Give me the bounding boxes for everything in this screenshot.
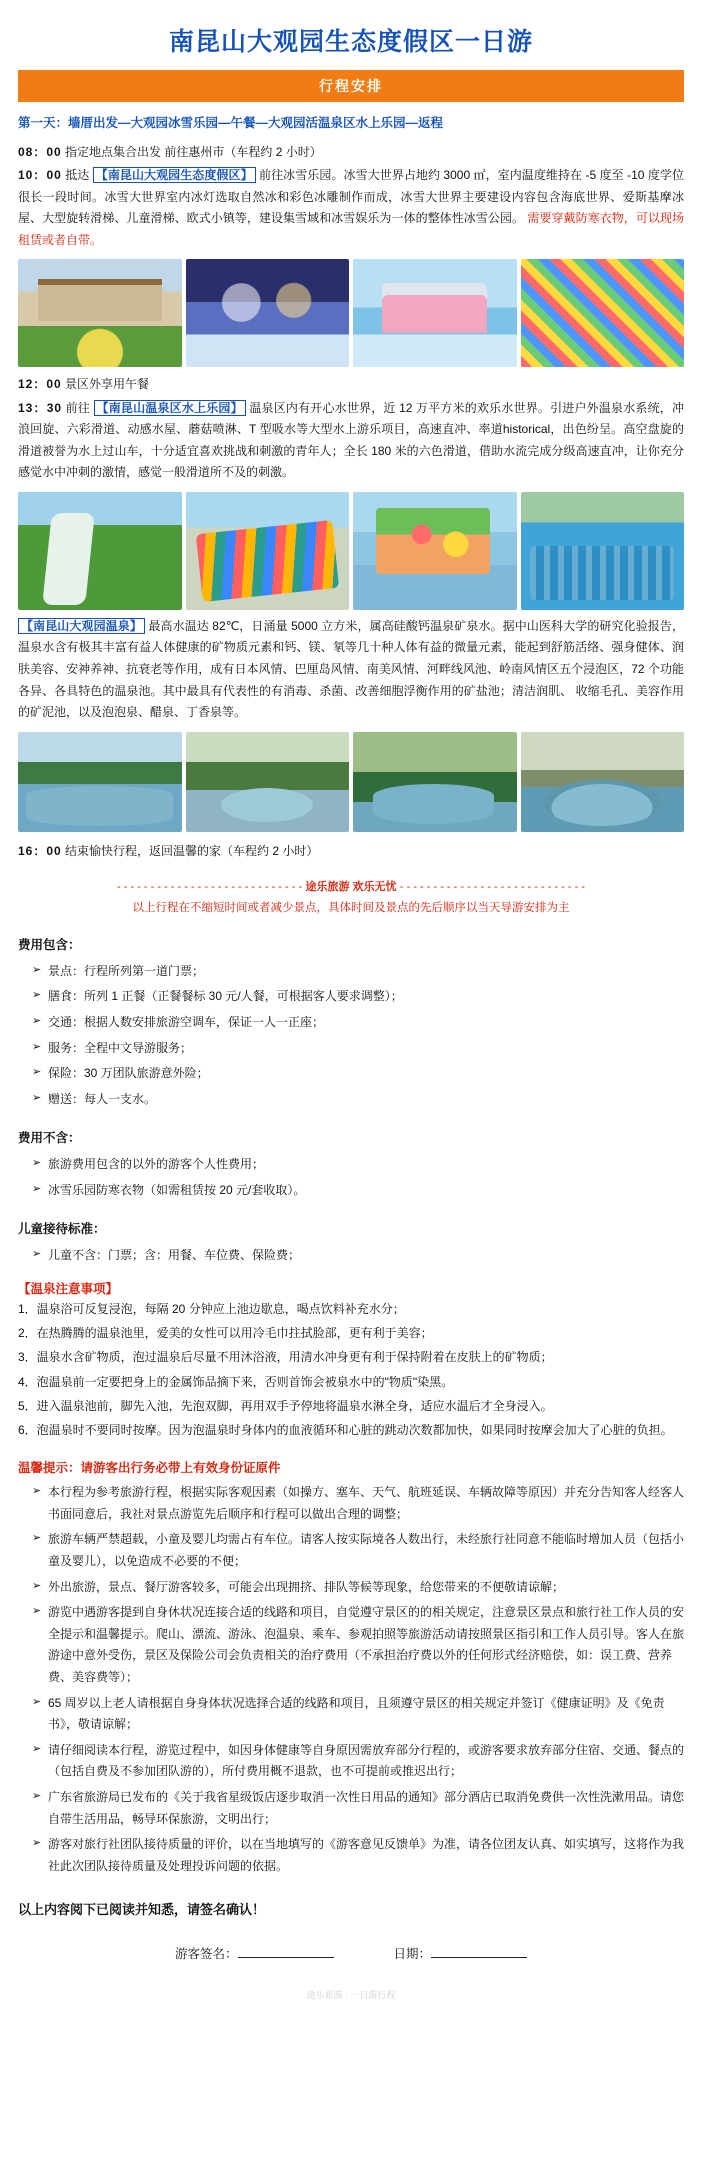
item-time: 13：30 [18, 400, 63, 415]
slogan-note: 以上行程在不缩短时间或者减少景点，具体时间及景点的先后顺序以当天导游安排为主 [132, 902, 570, 915]
photo-park-gate [18, 259, 182, 367]
list-item: ➢ 景点：行程所列第一道门票； [32, 959, 684, 985]
dash-left: - - - - - - - - - - - - - - - - - - - - - - - - - - - - [117, 881, 303, 894]
item-text: 前往冰雪乐园。冰雪大世界占地约 3000 ㎡，室内温度维持在 -5 度至 -10 度学位很长一段时间。冰雪大世界室内冰灯选取自然冰和彩色冰雕制作而成，冰雪大世界主要建设内容包含海底世界、爱斯基摩冰屋、大型旋转滑梯、儿童滑梯、欧式小镇等，建设集雪域和冰雪娱乐为一体的整体性冰雪公园。 [18, 167, 684, 226]
include-list [18, 959, 684, 1113]
item-red-note: 需要穿戴防寒衣物，可以现场租赁或者自带。 [18, 211, 684, 247]
children-title: 儿童接待标准： [18, 1222, 106, 1237]
list-item: ➢ 旅游费用包含的以外的游客个人性费用； [32, 1152, 684, 1178]
list-item: ➢ 冰雪乐园防寒衣物（如需租赁按 20 元/套收取）。 [32, 1178, 684, 1204]
date-label: 日期： [393, 1947, 432, 1962]
item-time: 10：00 [18, 167, 62, 182]
photo-aqua-playground [353, 492, 517, 610]
photo-ice-world [186, 259, 350, 367]
photo-strip-waterpark [18, 492, 684, 610]
itinerary-banner: 行程安排 [18, 70, 684, 102]
date-line[interactable] [431, 1957, 527, 1958]
spring-tips-title: 【温泉注意事项】 [18, 1282, 119, 1297]
itinerary-item-3 [18, 398, 684, 484]
item-text: 景区外享用午餐 [65, 377, 150, 392]
itinerary-item-0 [18, 141, 684, 163]
venue-highlight-snowpark: 【南昆山大观园生态度假区】 [93, 167, 256, 183]
list-item: ➢ 本行程为参考旅游行程，根据实际客观因素（如操方、塞车、天气、航班延误、车辆故障等原因）并充分告知客人经客人书面同意后，我社对景点游览先后顺序和行程可以做出合理的调整； [32, 1480, 684, 1527]
item-time: 12：00 [18, 377, 62, 392]
list-item: ➢ 膳食：所列 1 正餐（正餐餐标 30 元/人餐，可根据客人要求调整）； [32, 984, 684, 1010]
photo-green-slide [18, 492, 182, 610]
guest-signature-line[interactable] [238, 1957, 334, 1958]
exclude-title: 费用不含： [18, 1131, 81, 1146]
venue-highlight-hotspring: 【南昆山大观园温泉】 [18, 618, 145, 634]
exclude-list [18, 1152, 684, 1203]
dash-right: - - - - - - - - - - - - - - - - - - - - - - - - - - - - [399, 881, 585, 894]
list-item: ➢ 保险：30 万团队旅游意外险； [32, 1061, 684, 1087]
warning-list [18, 1480, 684, 1879]
day-heading: 第一天：墙厝出发—大观园冰雪乐园—午餐—大观园活温泉区水上乐园—返程 [18, 116, 444, 130]
list-item: ➢ 赠送：每人一支水。 [32, 1087, 684, 1113]
list-item: ➢ 旅游车辆严禁超载，小童及婴儿均需占有车位。请客人按实际境各人数出行，未经旅行社同意不能临时增加人员（包括小童及婴儿），以免造成不必要的不便； [32, 1527, 684, 1574]
hotspring-paragraph [18, 616, 684, 724]
list-item: ➢ 65 周岁以上老人请根据自身身体状况选择合适的线路和项目，且须遵守景区的相关规定并签订《健康证明》及《免责书》，敬请谅解； [32, 1691, 684, 1738]
photo-ball-pool [521, 259, 685, 367]
list-item: ➢ 交通：根据人数安排旅游空调车，保证一人一正座； [32, 1010, 684, 1036]
list-item: 2．在热腾腾的温泉池里，爱美的女性可以用冷毛巾拄拭脸部，更有利于美容； [18, 1326, 433, 1341]
item-prefix: 前往 [65, 400, 90, 415]
photo-spring-pool-1 [18, 732, 182, 832]
list-item: 5．进入温泉池前，脚先入池，先泡双脚，再用双手予停地将温泉水淋全身，适应水温后才全身浸入。 [18, 1398, 553, 1413]
photo-strip-snowpark [18, 259, 684, 367]
photo-spring-pool-4 [521, 732, 685, 832]
list-item: 3．温泉水含矿物质，泡过温泉后尽量不用沐浴液，用清水冲身更有利于保持附着在皮肤上的矿物质； [18, 1350, 553, 1365]
footer-watermark: 途乐旅游 · 一日游行程 [306, 1990, 396, 2001]
spring-tips-list [18, 1297, 684, 1442]
photo-spring-pool-2 [186, 732, 350, 832]
confirmation-note: 以上内容阅下已阅读并知悉，请签名确认！ [18, 1902, 266, 1918]
children-list [18, 1243, 684, 1269]
list-item: ➢ 服务：全程中文导游服务； [32, 1036, 684, 1062]
list-item: 6．泡温泉时不要同时按摩。因为泡温泉时身体内的血液循环和心脏的跳动次数都加快，如果同时按摩会加大了心脏的负担。 [18, 1423, 673, 1437]
photo-spring-pool-3 [353, 732, 517, 832]
photo-strip-hotspring [18, 732, 684, 832]
list-item: 1．温泉浴可反复浸泡，每隔 20 分钟应上池边歇息，喝点饮料补充水分； [18, 1302, 405, 1317]
page-title: 南昆山大观园生态度假区一日游 [168, 28, 533, 56]
signature-row [18, 1944, 684, 1962]
date-field[interactable] [394, 1944, 528, 1962]
warning-title: 温馨提示：请游客出行务必带上有效身份证原件 [18, 1461, 281, 1476]
guest-signature-field[interactable] [175, 1944, 334, 1962]
list-item: ➢ 请仔细阅读本行程，游览过程中，如因身体健康等自身原因需放弃部分行程的，或游客要求放弃部分住宿、交通、餐点的（包括自费及不参加团队游的），所付费用概不退款，也不可提前或推迟出行； [32, 1738, 684, 1785]
itinerary-item-1 [18, 165, 684, 251]
list-item: 4．泡温泉前一定要把身上的金属饰品摘下来，否则首饰会被泉水中的"物质"染黑。 [18, 1374, 454, 1389]
itinerary-item-2 [18, 373, 684, 395]
item-time: 16：00 [18, 843, 62, 858]
item-prefix: 抵达 [65, 167, 90, 182]
guest-signature-label: 游客签名： [174, 1947, 238, 1962]
list-item: ➢ 游览中遇游客提到自身休状况连接合适的线路和项目，自觉遵守景区的的相关规定，注意景区景点和旅行社工作人员的安全提示和温馨提示。爬山、漂流、游泳、泡温泉、乘车、参观拍照等旅游活动请按照景区指引和工作人员引导。客人在旅游途中意外受伤，景区及保险公司会负责相关的治疗费用（不承担治疗费以外的任何形式经济赔偿，如：误工费、营养费、美容费等）； [32, 1600, 684, 1690]
item-time: 08：00 [18, 144, 62, 159]
itinerary-item-return [18, 840, 684, 862]
item-text: 结束愉快行程，返回温馨的家（车程约 2 小时） [65, 843, 319, 858]
photo-wave-pool [521, 492, 685, 610]
list-item: ➢ 广东省旅游局已发布的《关于我省星级饭店逐步取消一次性日用品的通知》部分酒店已取消免费供一次性洗漱用品。请您自带生活用品，畅导环保旅游，文明出行； [32, 1785, 684, 1832]
hotspring-text: 最高水温达 82℃，日涌量 5000 立方米，属高硅酸钙温泉矿泉水。据中山医科大学的研究化验报告，温泉水含有极其丰富有益人体健康的矿物质元素和钙、镁、氡等几十种人体有益的微量元素，能起到舒筋活络、强身健体、润肤美容、安神养神、抗衰老等作用，成有日本风情、巴厘岛风情、南美风情、河畔线风池、岭南风情区五个浸泡区，72 个功能各异、各具特色的温泉池。其中最具有代表性的有消毒、杀菌、改善细胞浮衡作用的矿盐池；清洁润肌、 收缩毛孔、美容作用的矿泥池，以及泡泡泉、醋泉、丁香泉等。 [18, 618, 684, 720]
slogan-text: 途乐旅游 欢乐无忧 [305, 881, 397, 894]
list-item: ➢ 游客对旅行社团队接待质量的评价，以在当地填写的《游客意见反馈单》为准，请各位团友认真、如实填写，这将作为我社此次团队接待质量及处理投诉问题的依据。 [32, 1832, 684, 1879]
include-title: 费用包含： [18, 937, 81, 952]
list-item: ➢ 外出旅游，景点、餐厅游客较多，可能会出现拥挤、排队等候等现象，给您带来的不便敬请谅解； [32, 1575, 684, 1601]
photo-rainbow-slide [186, 492, 350, 610]
venue-highlight-waterpark: 【南昆山温泉区水上乐园】 [94, 400, 246, 416]
item-text: 温泉区内有开心水世界，近 12 万平方米的欢乐水世界。引进户外温泉水系统，冲浪回旋、六彩滑道、动感水屋、蘑菇喷淋、T 型吸水等大型水上游乐项目，高速直冲、率道historical，出色纷呈。高空盘旋的滑道被誉为水上过山车，十分适宜喜欢挑战和刺激的青年人；全长 180 米的六色滑道，借助水流完成分级高速直冲，让你充分感觉水中冲刺的激情，感觉一般滑道所不及的刺激。 [18, 400, 684, 480]
slogan-row [18, 878, 684, 894]
list-item: ➢ 儿童不含：门票；含：用餐、车位费、保险费； [32, 1243, 684, 1269]
photo-ice-castle [353, 259, 517, 367]
item-text: 指定地点集合出发 前往惠州市（车程约 2 小时） [65, 144, 322, 159]
